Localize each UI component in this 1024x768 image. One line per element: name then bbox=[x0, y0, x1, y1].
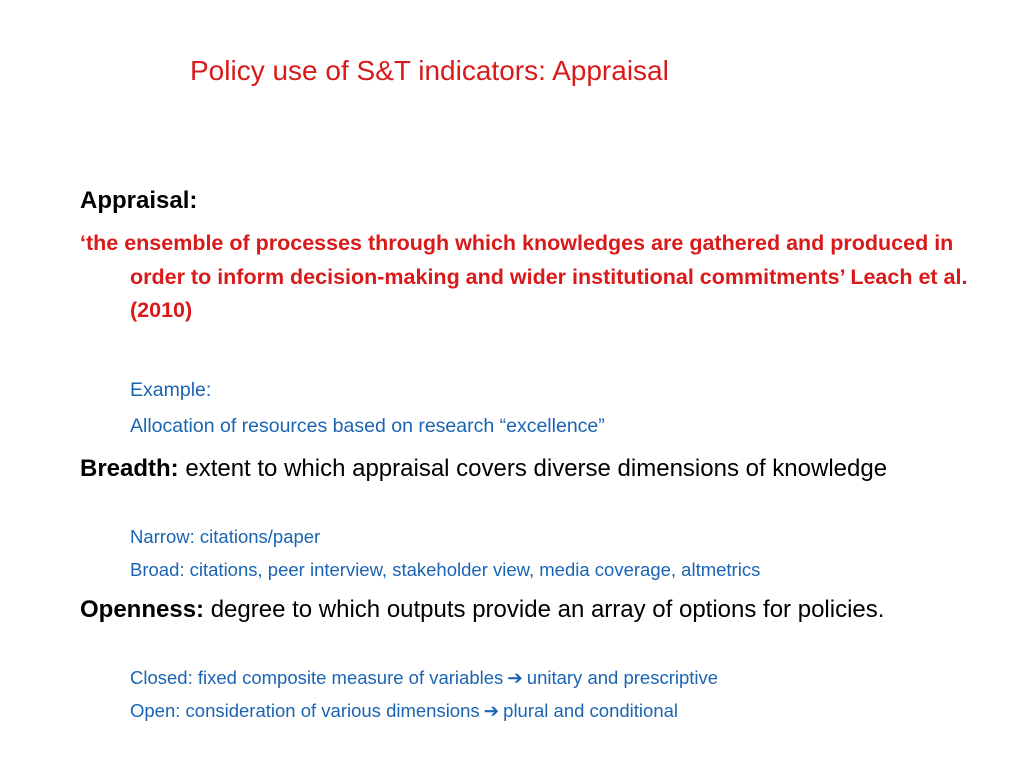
breadth-item bbox=[80, 451, 1010, 486]
closed-suffix: unitary and prescriptive bbox=[526, 667, 719, 688]
appraisal-heading: Appraisal: bbox=[80, 187, 198, 214]
slide-title: Policy use of S&T indicators: Appraisal bbox=[190, 55, 669, 86]
breadth-term: Breadth: bbox=[80, 455, 179, 482]
breadth-narrow: Narrow: citations/paper bbox=[130, 526, 321, 547]
breadth-definition: extent to which appraisal covers diverse dimensions of knowledge bbox=[185, 455, 888, 482]
open-suffix: plural and conditional bbox=[503, 700, 679, 721]
right-arrow-icon: ➔ bbox=[483, 700, 500, 721]
example-label: Example: bbox=[130, 379, 212, 401]
openness-definition: degree to which outputs provide an array of options for policies. bbox=[210, 596, 885, 623]
breadth-broad: Broad: citations, peer interview, stakeholder view, media coverage, altmetrics bbox=[130, 559, 761, 580]
closed-prefix: Closed: fixed composite measure of variables bbox=[130, 667, 504, 688]
appraisal-quote: ‘the ensemble of processes through which knowledges are gathered and produced in order to inform decision-making and wider institutional commitments’ Leach et al. (2010) bbox=[80, 231, 968, 322]
openness-term: Openness: bbox=[80, 596, 205, 623]
open-prefix: Open: consideration of various dimensions bbox=[130, 700, 480, 721]
openness-item bbox=[80, 592, 1010, 627]
example-text: Allocation of resources based on research “excellence” bbox=[130, 415, 605, 437]
openness-open bbox=[80, 700, 1010, 722]
openness-closed bbox=[80, 667, 1010, 689]
right-arrow-icon: ➔ bbox=[507, 667, 523, 688]
